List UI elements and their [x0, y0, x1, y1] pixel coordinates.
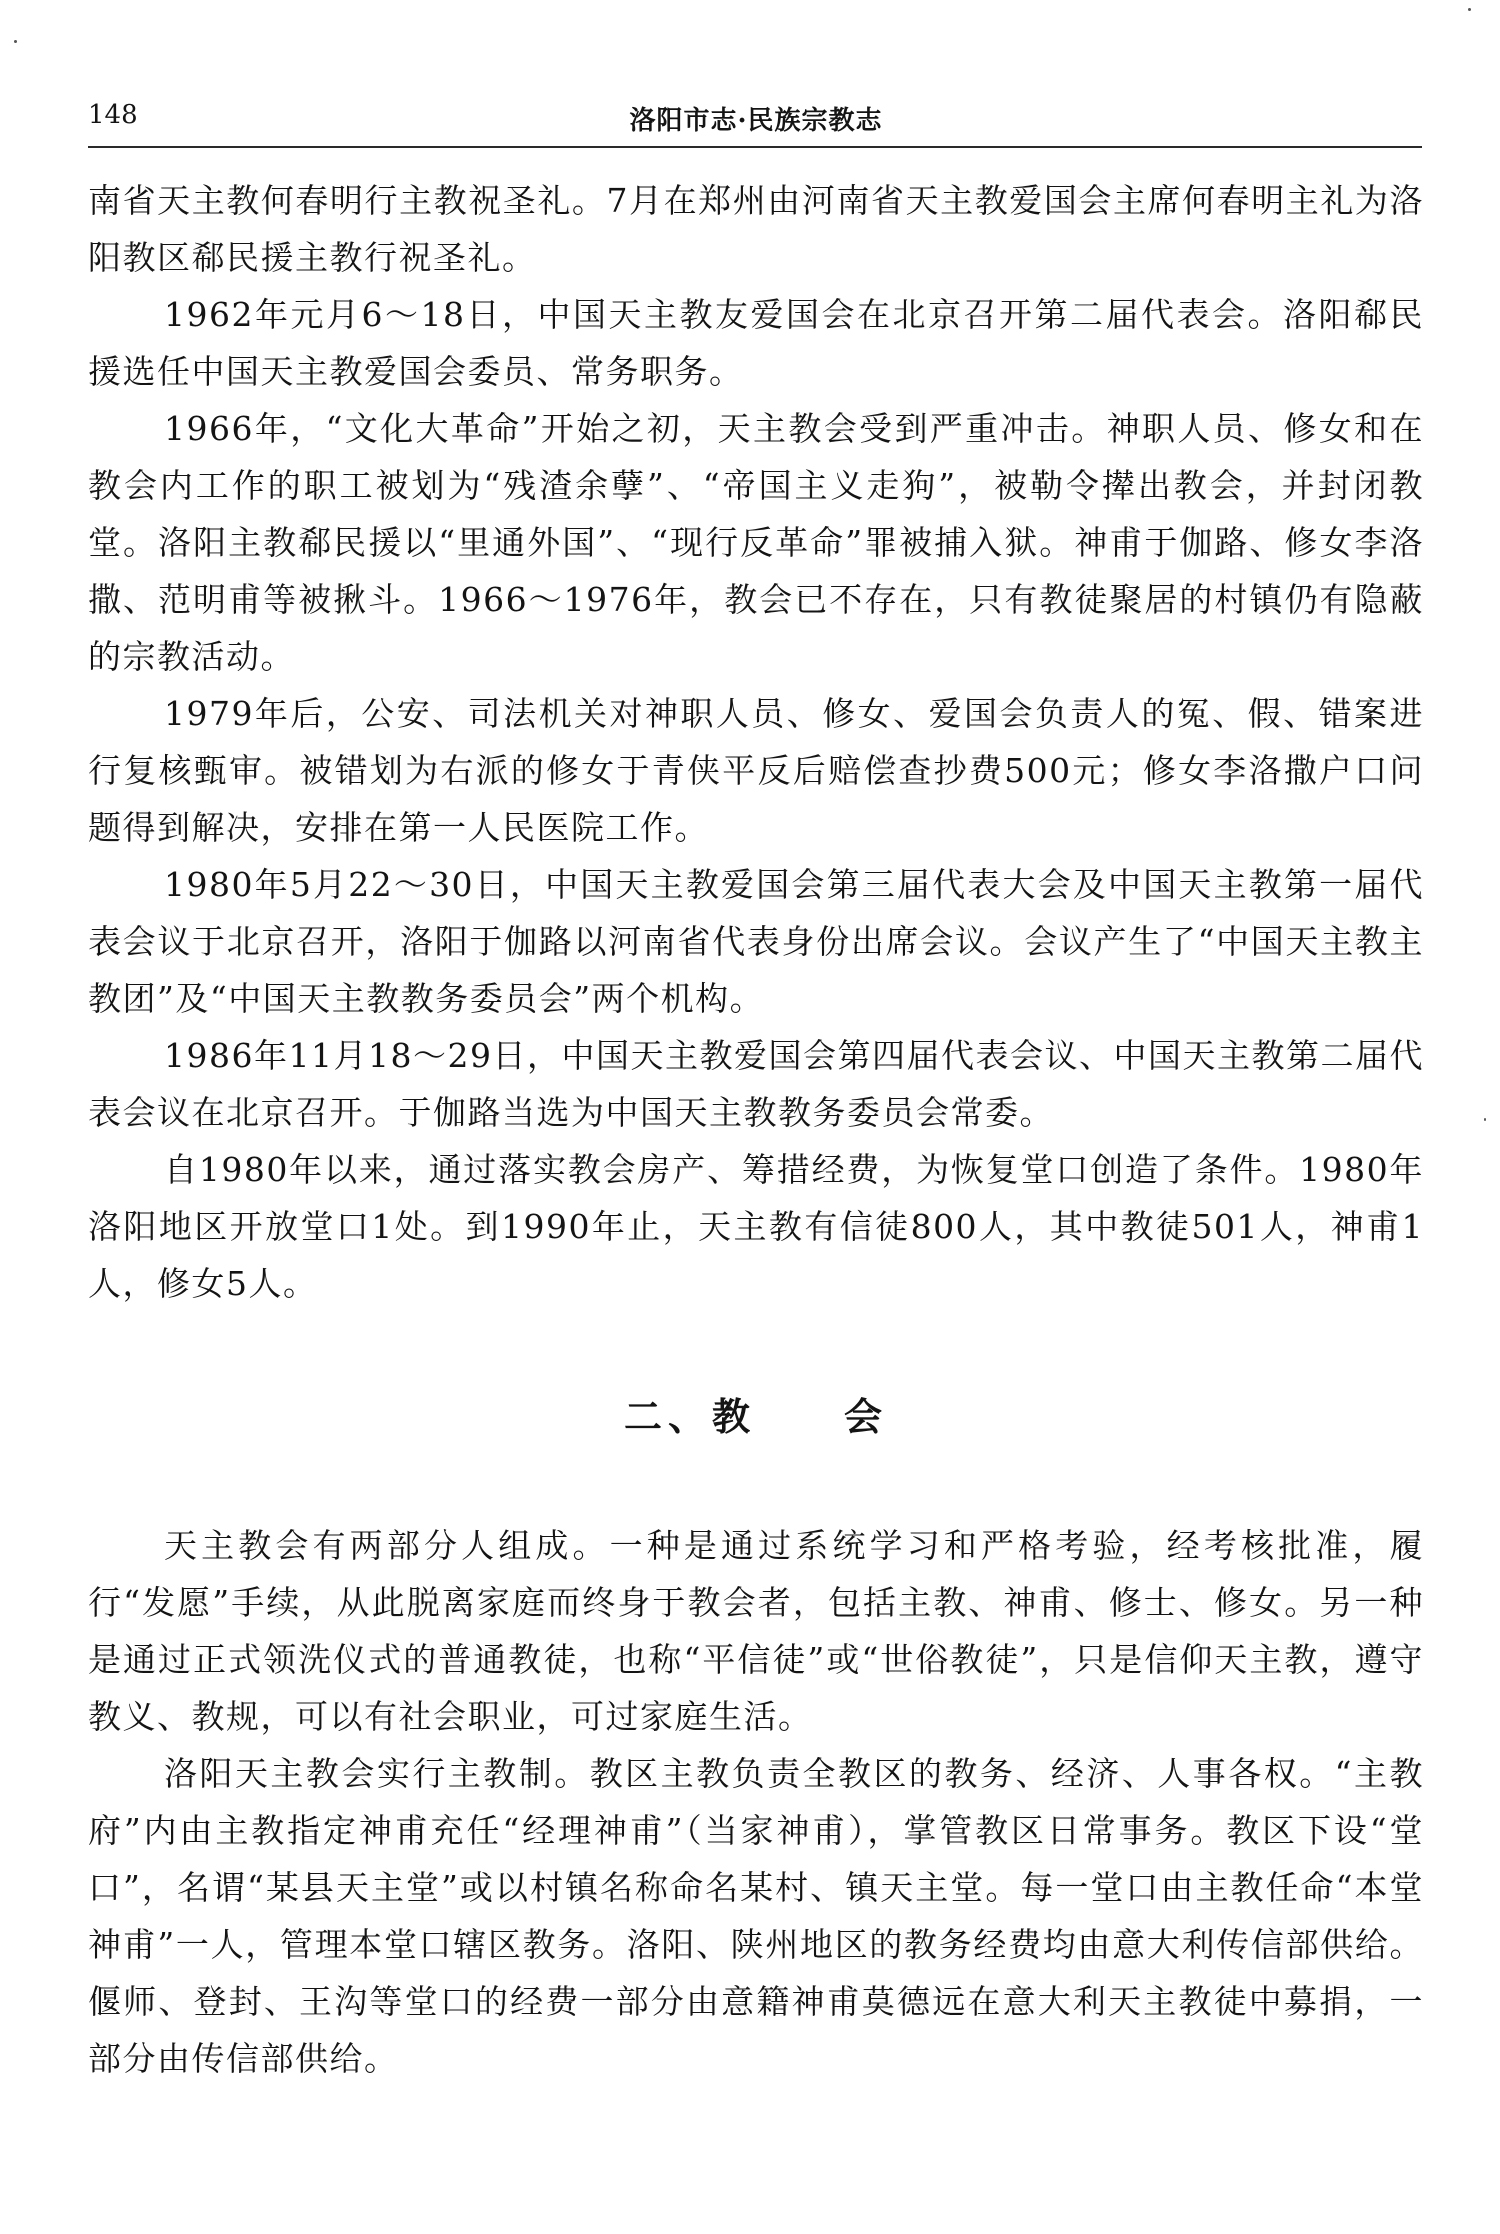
scan-speck	[1468, 8, 1471, 11]
paragraph-bishop-system: 洛阳天主教会实行主教制。教区主教负责全教区的教务、经济、人事各权。“主教府”内由主教指定神甫充任“经理神甫”（当家神甫），掌管教区日常事务。教区下设“堂口”，名谓“某县天主堂”或以村镇名称命名某村、镇天主堂。每一堂口由主教任命“本堂神甫”一人，管理本堂口辖区教务。洛阳、陕州地区的教务经费均由意大利传信部供给。偃师、登封、王沟等堂口的经费一部分由意籍神甫莫德远在意大利天主教徒中募捐，一部分由传信部供给。	[88, 1754, 1424, 2078]
body-text	[88, 172, 1424, 2087]
paragraph-1962: 1962年元月6～18日，中国天主教友爱国会在北京召开第二届代表会。洛阳郗民援选任中国天主教爱国会委员、常务职务。	[88, 295, 1424, 391]
section-heading: 二、教 会	[623, 1394, 888, 1439]
running-title: 洛阳市志·民族宗教志	[629, 106, 883, 136]
scan-speck	[1484, 1118, 1486, 1121]
page-header	[88, 88, 1424, 148]
paragraph-1966: 1966年，“文化大革命”开始之初，天主教会受到严重冲击。神职人员、修女和在教会内工作的职工被划为“残渣余孽”、“帝国主义走狗”，被勒令撵出教会，并封闭教堂。洛阳主教郗民援以“里通外国”、“现行反革命”罪被捕入狱。神甫于伽路、修女李洛撒、范明甫等被揪斗。1966～1976年，教会已不存在，只有教徒聚居的村镇仍有隐蔽的宗教活动。	[88, 409, 1424, 676]
page-number: 148	[88, 100, 138, 130]
paragraph-continuation: 南省天主教何春明行主教祝圣礼。7月在郑州由河南省天主教爱国会主席何春明主礼为洛阳教区郗民援主教行祝圣礼。	[88, 181, 1424, 277]
paragraph-1979: 1979年后，公安、司法机关对神职人员、修女、爱国会负责人的冤、假、错案进行复核甄审。被错划为右派的修女于青侠平反后赔偿查抄费500元；修女李洛撒户口问题得到解决，安排在第一人民医院工作。	[88, 694, 1424, 847]
paragraph-1986: 1986年11月18～29日，中国天主教爱国会第四届代表会议、中国天主教第二届代表会议在北京召开。于伽路当选为中国天主教教务委员会常委。	[88, 1036, 1424, 1132]
paragraph-1980: 1980年5月22～30日，中国天主教爱国会第三届代表大会及中国天主教第一届代表会议于北京召开，洛阳于伽路以河南省代表身份出席会议。会议产生了“中国天主教主教团”及“中国天主教教务委员会”两个机构。	[88, 865, 1424, 1018]
paragraph-since-1980: 自1980年以来，通过落实教会房产、筹措经费，为恢复堂口创造了条件。1980年洛阳地区开放堂口1处。到1990年止，天主教有信徒800人，其中教徒501人，神甫1人，修女5人。	[88, 1150, 1424, 1303]
paragraph-church-members: 天主教会有两部分人组成。一种是通过系统学习和严格考验，经考核批准，履行“发愿”手续，从此脱离家庭而终身于教会者，包括主教、神甫、修士、修女。另一种是通过正式领洗仪式的普通教徒，也称“平信徒”或“世俗教徒”，只是信仰天主教，遵守教义、教规，可以有社会职业，可过家庭生活。	[88, 1526, 1424, 1736]
header-rule	[88, 146, 1422, 148]
scan-speck	[14, 40, 17, 43]
